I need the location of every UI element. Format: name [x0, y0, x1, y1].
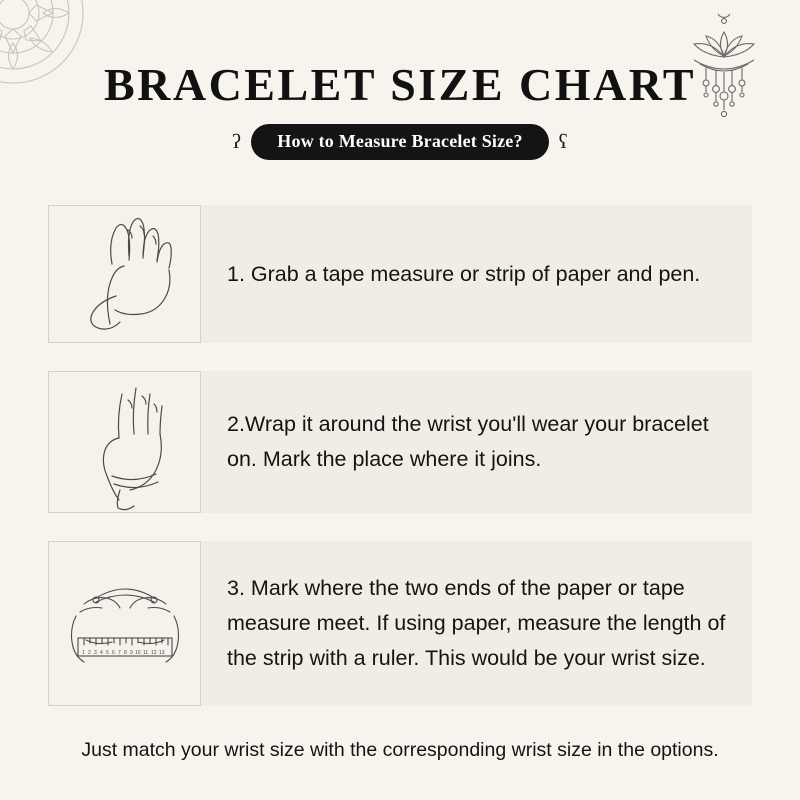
step-text: 2.Wrap it around the wrist you'll wear your bracelet on. Mark the place where it joins. — [227, 412, 709, 471]
footer-note: Just match your wrist size with the corresponding wrist size in the options. — [81, 739, 719, 761]
list-item — [48, 541, 752, 706]
svg-text:4: 4 — [99, 650, 103, 656]
list-item — [48, 371, 752, 513]
svg-text:3: 3 — [93, 650, 97, 656]
subtitle-row — [0, 124, 800, 160]
step-text: 3. Mark where the two ends of the paper or tape measure meet. If using paper, measure the length of the strip with a ruler. This would be your wrist size. — [227, 576, 726, 670]
list-item — [48, 205, 752, 343]
page-title: BRACELET SIZE CHART — [103, 59, 697, 110]
svg-text:12: 12 — [150, 650, 157, 656]
svg-text:13: 13 — [158, 650, 165, 656]
svg-text:7: 7 — [117, 650, 121, 656]
svg-text:8: 8 — [123, 650, 127, 656]
flourish-left-icon: ʕ — [232, 131, 242, 153]
hand-holding-tape-icon — [48, 205, 201, 343]
flourish-right-icon: ʕ — [558, 131, 568, 153]
svg-text:1: 1 — [81, 650, 85, 656]
svg-text:11: 11 — [142, 650, 148, 656]
subtitle-pill: How to Measure Bracelet Size? — [251, 124, 548, 160]
svg-text:9: 9 — [129, 650, 133, 656]
svg-text:10: 10 — [134, 650, 141, 656]
svg-text:2: 2 — [87, 650, 91, 656]
hand-wrapped-tape-icon — [48, 371, 201, 513]
hands-measuring-ruler-icon — [48, 541, 201, 706]
svg-text:5: 5 — [105, 650, 109, 656]
steps-list — [48, 205, 752, 734]
svg-text:6: 6 — [111, 650, 115, 656]
step-text: 1. Grab a tape measure or strip of paper and pen. — [227, 261, 701, 286]
